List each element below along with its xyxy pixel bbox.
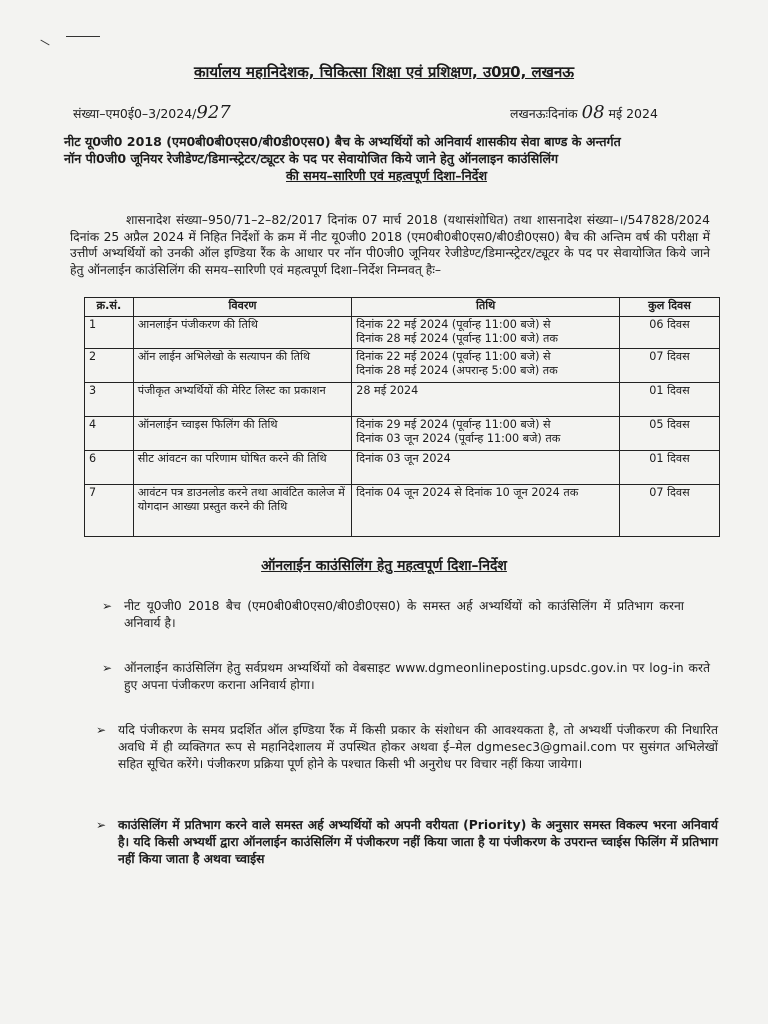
guideline-text: यदि पंजीकरण के समय प्रदर्शित ऑल इण्डिया रैंक में किसी प्रकार के संशोधन की आवश्यकता है, तो अभ्यर्थी पंजीकरण की निधारित अवधि में ही व्यक्तिगत रूप से महानिदेशालय में उपस्थित होकर अथवा ई–मेल dgmesec3@gmail.com पर सुसंगत अभिलेखों सहित सूचित करेंगे। पंजीकरण प्रक्रिया पूर्ण होने के पश्चात किसी भी अनुरोध पर विचार नहीं किया जायेगा। (118, 723, 718, 771)
handwritten-day: 08 (581, 102, 605, 123)
place-date (510, 102, 658, 123)
row-sn: 1 (85, 317, 134, 349)
row-description: ऑनलाईन च्वाइस फिलिंग की तिथि (133, 417, 352, 451)
guidelines-heading: ऑनलाईन काउंसिलिंग हेतु महत्वपूर्ण दिशा–निर्देश (261, 558, 507, 574)
guideline-item (96, 817, 718, 868)
row-date-start: दिनांक 03 जून 2024 (356, 452, 451, 465)
guideline-item (102, 660, 710, 694)
row-date (352, 485, 620, 537)
row-date-end: दिनांक 28 मई 2024 (पूर्वान्ह 11:00 बजे) तक (356, 332, 558, 345)
table-row (85, 485, 720, 537)
row-description: सीट आंवटन का परिणाम घोषित करने की तिथि (133, 451, 352, 485)
subject-line-2: नॉन पी0जी0 जूनियर रेजीडेण्ट/डिमान्स्ट्रेटर/ट्यूटर के पद पर सेवायोजित किये जाने हेतु ऑनलाइन काउंसिलिंग (64, 151, 559, 166)
arrow-bullet-icon: ➢ (102, 661, 113, 675)
row-date-start: दिनांक 29 मई 2024 (पूर्वान्ह 11:00 बजे) से (356, 418, 551, 431)
row-date (352, 349, 620, 383)
table-row (85, 349, 720, 383)
row-days: 07 दिवस (619, 485, 719, 537)
arrow-bullet-icon: ➢ (96, 818, 107, 832)
arrow-bullet-icon: ➢ (96, 723, 107, 737)
row-date-start: दिनांक 22 मई 2024 (पूर्वान्ह 11:00 बजे) से (356, 318, 551, 331)
intro-paragraph: शासनादेश संख्या–950/71–2–82/2017 दिनांक 07 मार्च 2018 (यथासंशोधित) तथा शासनादेश संख्या–।/547828/2024 दिनांक 25 अप्रैल 2024 में निहित निर्देशों के क्रम में नीट यू0जी0 2018 (एम0बी0बी0एस0/बी0डी0एस0) बैच की अन्तिम वर्ष की परीक्षा में उत्तीर्ण अभ्यर्थियों को उनकी ऑल इण्डिया रैंक के आधार पर नॉन पी0जी0 जूनियर रेजीडेण्ट/डिमान्स्ट्रेटर/ट्यूटर के पद पर सेवायोजित किये जाने हेतु ऑनलाईन काउंसिलिंग की समय–सारिणी एवं महत्वपूर्ण दिशा–निर्देश निम्नवत् हैः– (70, 213, 710, 277)
row-date-start: 28 मई 2024 (356, 384, 419, 397)
row-description: ऑन लाईन अभिलेखो के सत्यापन की तिथि (133, 349, 352, 383)
guideline-item (102, 598, 684, 632)
row-date (352, 317, 620, 349)
row-description: आवंटन पत्र डाउनलोड करने तथा आवंटित कालेज में योगदान आख्या प्रस्तुत करने की तिथि (133, 485, 352, 537)
subject-line-1: नीट यू0जी0 2018 (एम0बी0बी0एस0/बी0डी0एस0) बैच के अभ्यर्थियों को अनिवार्य शासकीय सेवा बाण्ड के अन्तर्गत (64, 134, 621, 149)
row-sn: 6 (85, 451, 134, 485)
guideline-text: नीट यू0जी0 2018 बैच (एम0बी0बी0एस0/बी0डी0एस0) के समस्त अर्ह अभ्यर्थियों को काउंसिलिंग में प्रतिभाग करना अनिवार्य है। (124, 599, 684, 630)
table-row (85, 317, 720, 349)
guideline-text: ऑनलाईन काउंसिलिंग हेतु सर्वप्रथम अभ्यर्थियों को वेबसाइट www.dgmeonlineposting.upsdc.gov.in पर log-in करते हुए अपना पंजीकरण कराना अनिवार्य होगा। (124, 661, 710, 692)
row-description: पंजीकृत अभ्यर्थियों की मेरिट लिस्ट का प्रकाशन (133, 383, 352, 417)
table-row (85, 451, 720, 485)
row-days: 06 दिवस (619, 317, 719, 349)
office-heading: कार्यालय महानिदेशक, चिकित्सा शिक्षा एवं प्रशिक्षण, उ0प्र0, लखनऊ (193, 63, 575, 81)
row-sn: 4 (85, 417, 134, 451)
row-description: आनलाईन पंजीकरण की तिथि (133, 317, 352, 349)
subject-block (64, 133, 709, 184)
row-date-start: दिनांक 04 जून 2024 से दिनांक 10 जून 2024 तक (356, 486, 579, 499)
row-date (352, 451, 620, 485)
arrow-bullet-icon: ➢ (102, 599, 113, 613)
table-row (85, 383, 720, 417)
place-date-label: लखनऊःदिनांक (510, 106, 578, 121)
row-days: 01 दिवस (619, 451, 719, 485)
schedule-table (84, 297, 720, 537)
table-row (85, 417, 720, 451)
header-total-days: कुल दिवस (619, 298, 719, 317)
guideline-item (96, 722, 718, 773)
handwritten-number: 927 (196, 102, 231, 123)
row-days: 05 दिवस (619, 417, 719, 451)
month-year: मई 2024 (608, 106, 658, 121)
row-sn: 3 (85, 383, 134, 417)
row-sn: 7 (85, 485, 134, 537)
row-date-start: दिनांक 22 मई 2024 (पूर्वान्ह 11:00 बजे) से (356, 350, 551, 363)
reference-prefix: संख्या–एम0ई0–3/2024/ (73, 106, 197, 121)
header-sn: क्र.सं. (85, 298, 134, 317)
row-days: 07 दिवस (619, 349, 719, 383)
row-date (352, 417, 620, 451)
reference-number (73, 102, 231, 123)
pen-mark (40, 40, 49, 46)
header-description: विवरण (133, 298, 352, 317)
row-sn: 2 (85, 349, 134, 383)
row-days: 01 दिवस (619, 383, 719, 417)
row-date-end: दिनांक 28 मई 2024 (अपरान्ह 5:00 बजे) तक (356, 364, 558, 377)
guideline-text: काउंसिलिंग में प्रतिभाग करने वाले समस्त अर्ह अभ्यर्थियों को अपनी वरीयता (Priority) के अनुसार समस्त विकल्प भरना अनिवार्य है। यदि किसी अभ्यर्थी द्वारा ऑनलाईन काउंसिलिंग में पंजीकरण नहीं किया जाता है या पंजीकरण के उपरान्त च्वाईस फिलिंग में प्रतिभाग नहीं किया जाता है अथवा च्वाईस (118, 818, 718, 866)
subject-line-3: की समय–सारिणी एवं महत्वपूर्ण दिशा–निर्देश (285, 168, 488, 183)
row-date (352, 383, 620, 417)
row-date-end: दिनांक 03 जून 2024 (पूर्वान्ह 11:00 बजे) तक (356, 432, 561, 445)
table-header-row (85, 298, 720, 317)
header-date: तिथि (352, 298, 620, 317)
pen-mark (66, 36, 100, 37)
